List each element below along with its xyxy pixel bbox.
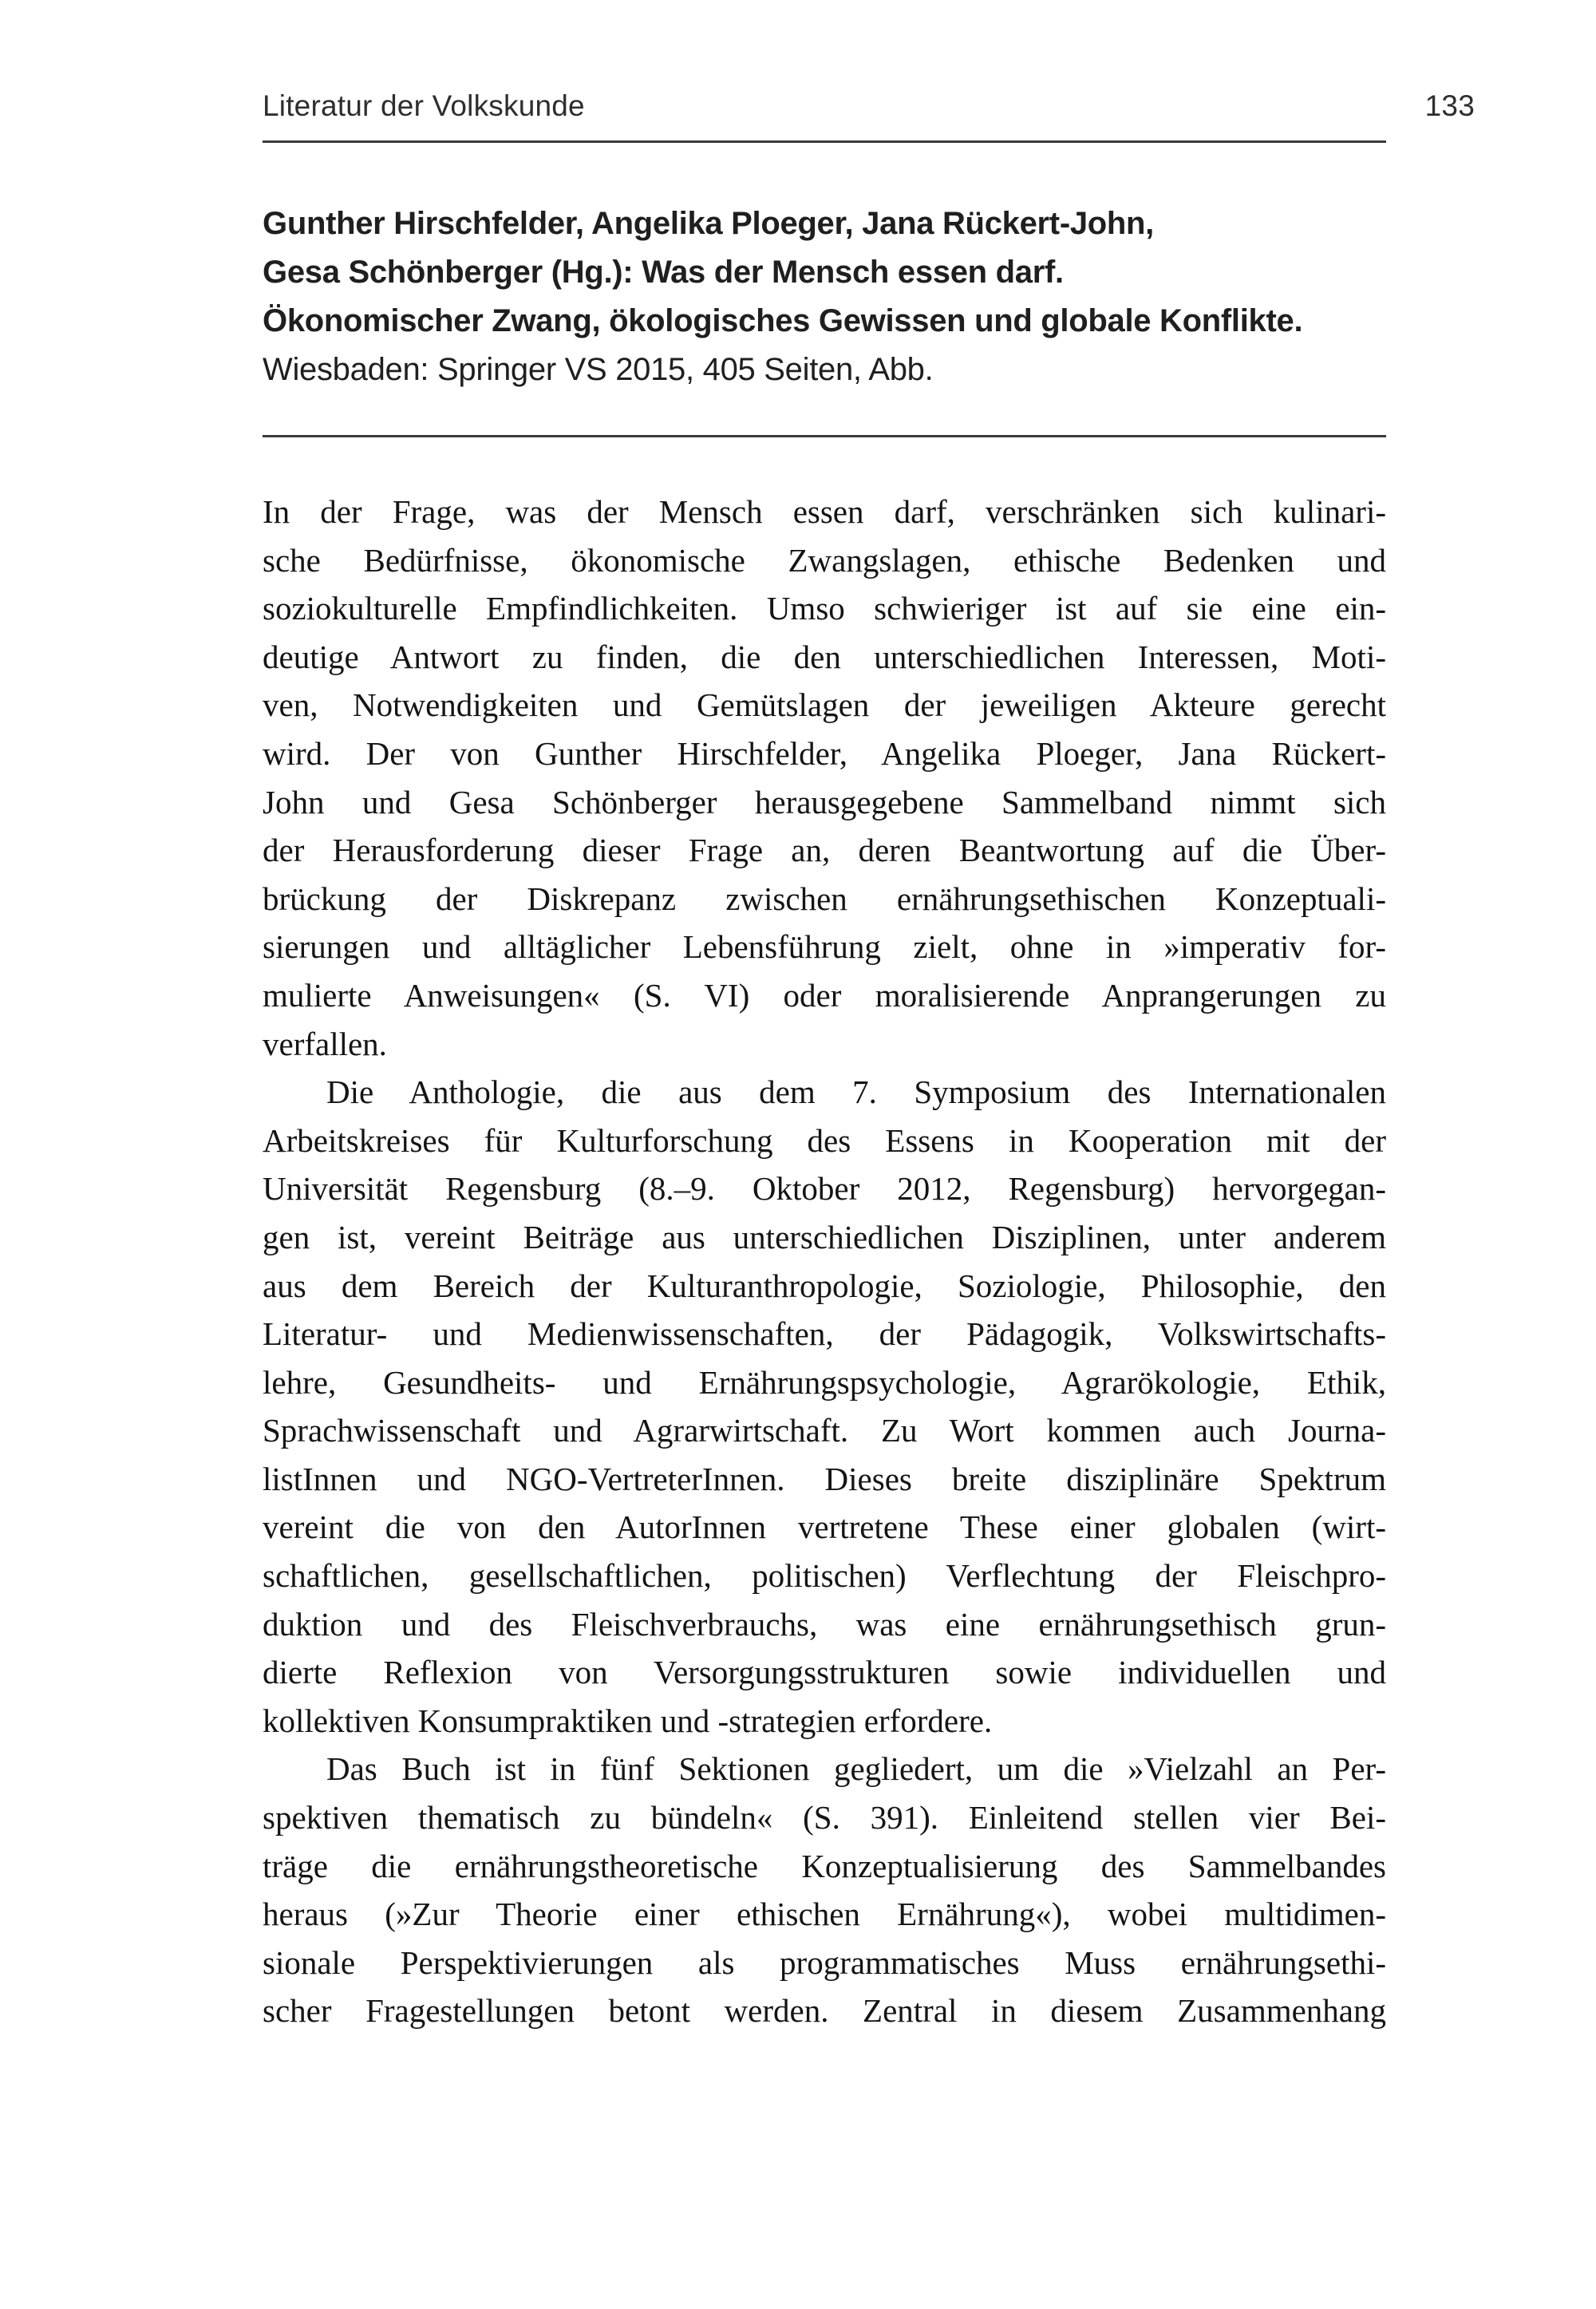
body-line: Sprachwissenschaft und Agrarwirtschaft. Zu Wort kommen auch Journa- <box>263 1412 1386 1449</box>
body-line: Literatur- und Medienwissenschaften, der Pädagogik, Volkswirtschafts- <box>263 1315 1386 1353</box>
body-line: gen ist, vereint Beiträge aus unterschiedlichen Disziplinen, unter anderem <box>263 1218 1386 1255</box>
body-line: kollektiven Konsumpraktiken und -strategien erfordere. <box>263 1702 993 1739</box>
citation-divider <box>263 435 1386 437</box>
body-line: lehre, Gesundheits- und Ernährungspsychologie, Agrarökologie, Ethik, <box>263 1363 1386 1401</box>
body-line: heraus (»Zur Theorie einer ethischen Ernährung«), wobei multidimen- <box>263 1896 1386 1933</box>
book-citation <box>263 200 1428 394</box>
body-line: Das Buch ist in fünf Sektionen gegliedert, um die »Vielzahl an Per- <box>326 1750 1386 1788</box>
body-line: listInnen und NGO-VertreterInnen. Dieses breite disziplinäre Spektrum <box>263 1460 1386 1497</box>
citation-line: Gesa Schönberger (Hg.): Was der Mensch essen darf. <box>263 255 1064 290</box>
body-line: sche Bedürfnisse, ökonomische Zwangslagen, ethische Bedenken und <box>263 541 1386 579</box>
review-body <box>263 488 1386 2035</box>
body-line: sionale Perspektivierungen als programmatisches Muss ernährungsethi- <box>263 1943 1386 1981</box>
running-header: Literatur der Volkskunde <box>263 89 585 122</box>
page-number: 133 <box>1424 89 1475 122</box>
body-line: John und Gesa Schönberger herausgegebene Sammelband nimmt sich <box>263 783 1386 820</box>
body-line: deutige Antwort zu finden, die den unterschiedlichen Interessen, Moti- <box>263 638 1386 675</box>
body-line: scher Fragestellungen betont werden. Zentral in diesem Zusammenhang <box>263 1992 1386 2030</box>
body-line: dierte Reflexion von Versorgungsstrukturen sowie individuellen und <box>263 1654 1386 1691</box>
body-line: aus dem Bereich der Kulturanthropologie, Soziologie, Philosophie, den <box>263 1267 1386 1304</box>
body-line: verfallen. <box>263 1025 387 1062</box>
body-line: soziokulturelle Empfindlichkeiten. Umso schwieriger ist auf sie eine ein- <box>263 590 1386 627</box>
body-line: brückung der Diskrepanz zwischen ernährungsethischen Konzeptuali- <box>263 880 1386 917</box>
citation-line: Wiesbaden: Springer VS 2015, 405 Seiten, Abb. <box>263 352 934 387</box>
body-line: Universität Regensburg (8.–9. Oktober 2012, Regensburg) hervorgegan- <box>263 1170 1386 1208</box>
body-line: vereint die von den AutorInnen vertretene These einer globalen (wirt- <box>263 1508 1386 1546</box>
body-line: der Herausforderung dieser Frage an, deren Beantwortung auf die Über- <box>263 832 1386 869</box>
body-line: träge die ernährungstheoretische Konzeptualisierung des Sammelbandes <box>263 1847 1386 1884</box>
body-line: schaftlichen, gesellschaftlichen, politischen) Verflechtung der Fleischpro- <box>263 1557 1386 1595</box>
body-line: Die Anthologie, die aus dem 7. Symposium des Internationalen <box>326 1073 1386 1111</box>
header-divider <box>263 140 1386 143</box>
running-header-row <box>263 88 1475 125</box>
body-line: sierungen und alltäglicher Lebensführung zielt, ohne in »imperativ for- <box>263 928 1386 966</box>
body-line: ven, Notwendigkeiten und Gemütslagen der jeweiligen Akteure gerecht <box>263 686 1386 724</box>
body-line: wird. Der von Gunther Hirschfelder, Angelika Ploeger, Jana Rückert- <box>263 734 1386 772</box>
citation-line: Ökonomischer Zwang, ökologisches Gewissen und globale Konflikte. <box>263 303 1303 338</box>
body-line: spektiven thematisch zu bündeln« (S. 391). Einleitend stellen vier Bei- <box>263 1799 1386 1837</box>
body-line: duktion und des Fleischverbrauchs, was eine ernährungsethisch grun- <box>263 1605 1386 1643</box>
body-line: mulierte Anweisungen« (S. VI) oder moralisierende Anprangerungen zu <box>263 976 1386 1014</box>
citation-line: Gunther Hirschfelder, Angelika Ploeger, Jana Rückert-John, <box>263 206 1154 241</box>
body-line: Arbeitskreises für Kulturforschung des Essens in Kooperation mit der <box>263 1121 1386 1159</box>
body-line: In der Frage, was der Mensch essen darf, verschränken sich kulinari- <box>263 493 1386 530</box>
